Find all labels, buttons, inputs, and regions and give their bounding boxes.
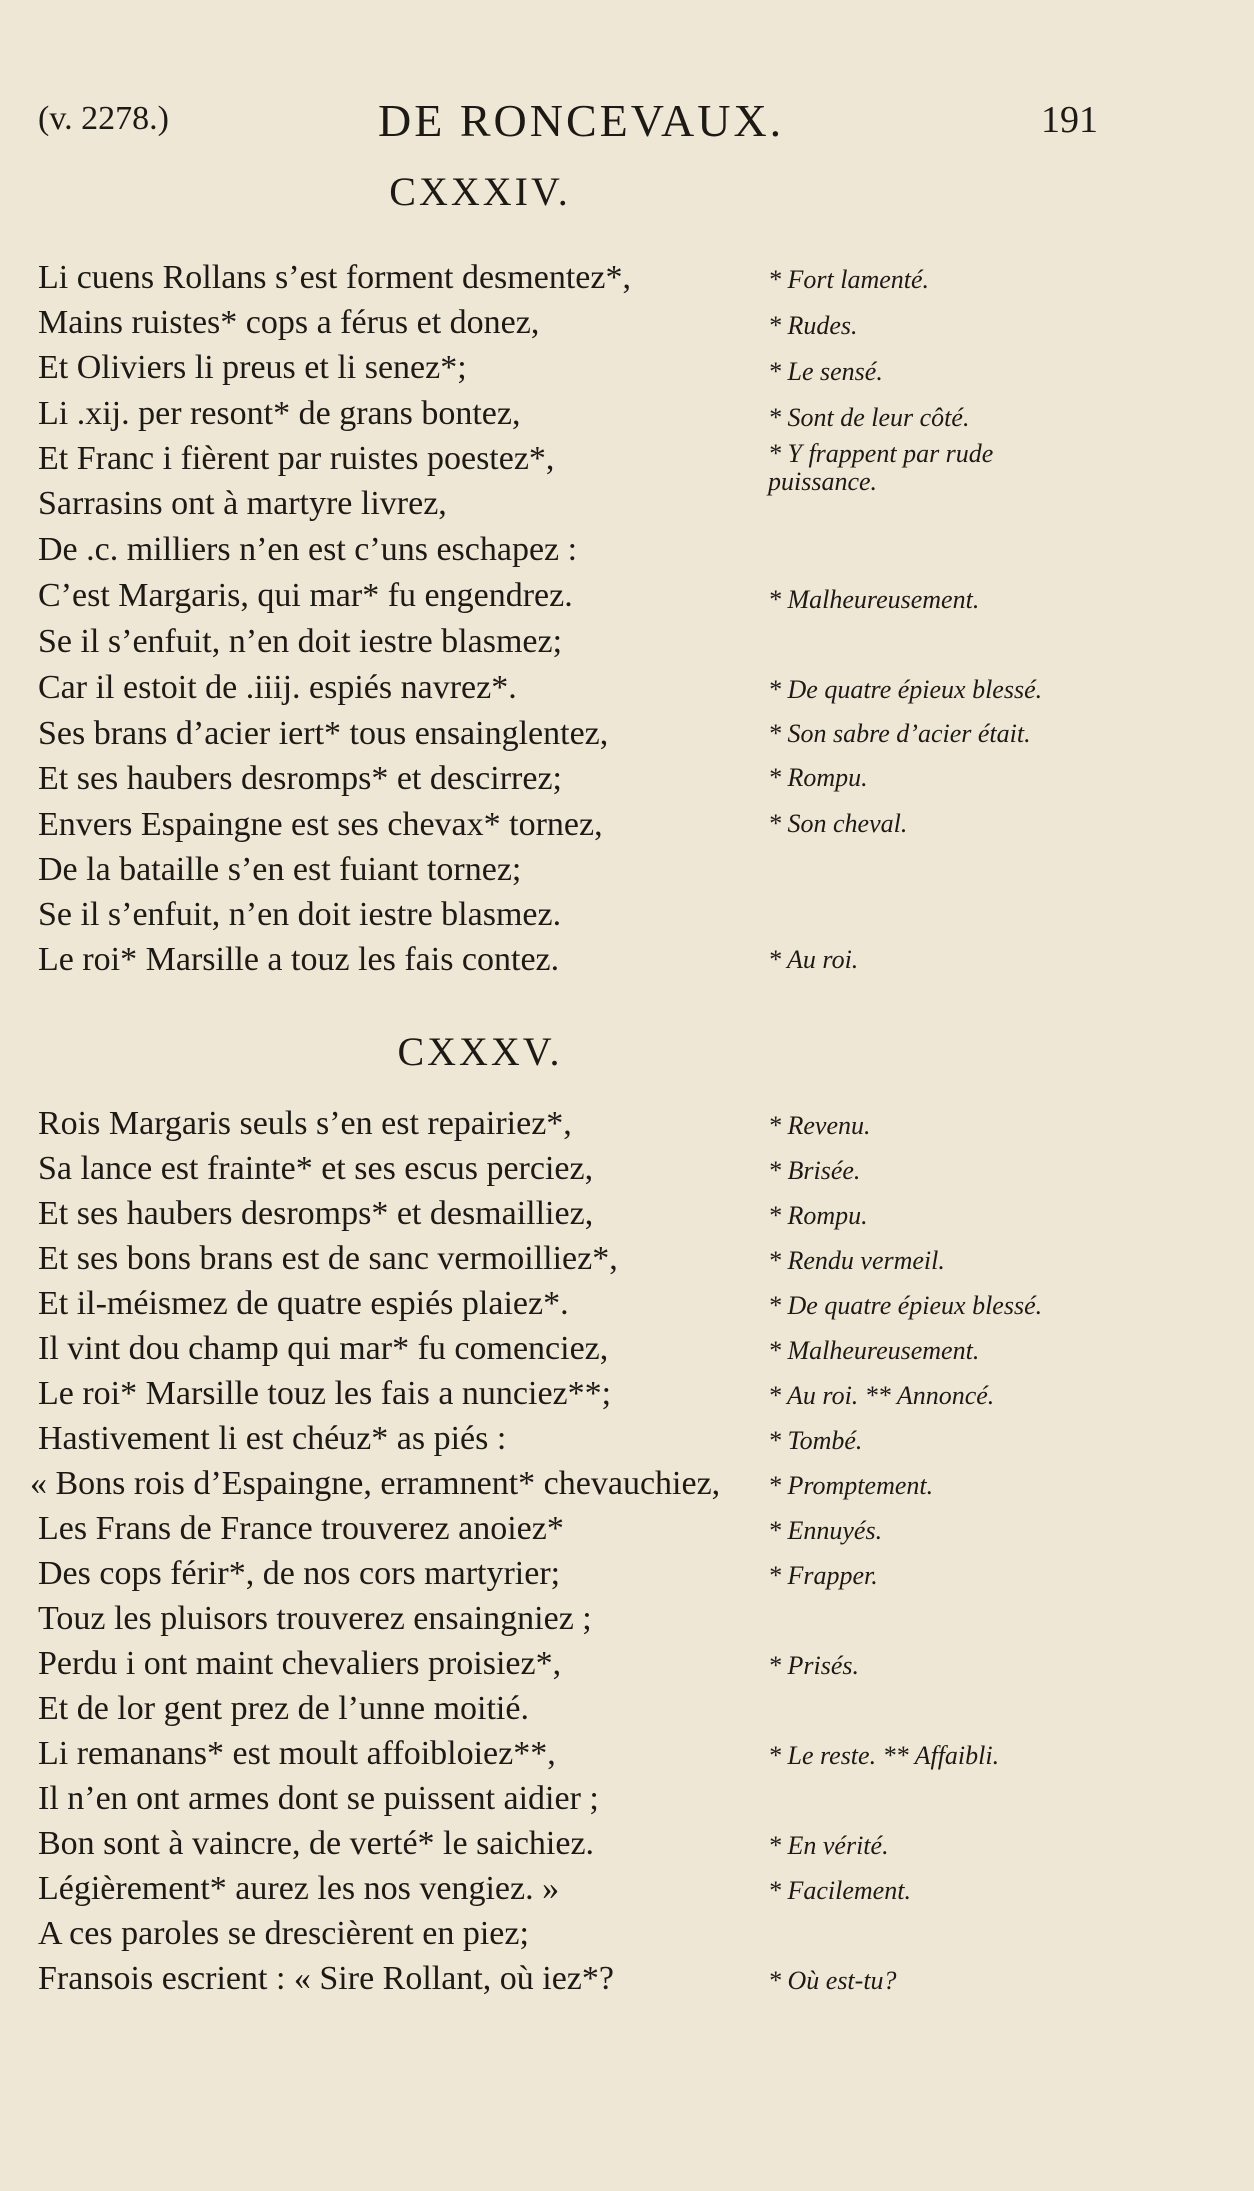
verse-line: Touz les pluisors trouverez ensaingniez ; bbox=[38, 1600, 592, 1637]
gloss-note: * Tombé. bbox=[768, 1426, 863, 1455]
verse-line: Fransois escrient : « Sire Rollant, où iez*? bbox=[38, 1960, 614, 1997]
gloss-note: * En vérité. bbox=[768, 1831, 889, 1860]
gloss-note: * Y frappent par rude puissance. bbox=[768, 439, 994, 496]
verse-line: Mains ruistes* cops a férus et donez, bbox=[38, 304, 540, 341]
verse-line: Et Oliviers li preus et li senez*; bbox=[38, 349, 467, 386]
verse-line: Le roi* Marsille a touz les fais contez. bbox=[38, 941, 560, 978]
verse-line: Envers Espaingne est ses chevax* tornez, bbox=[38, 806, 603, 843]
verse-line: C’est Margaris, qui mar* fu engendrez. bbox=[38, 577, 573, 614]
page-header bbox=[38, 95, 1098, 150]
verse-line: A ces paroles se drescièrent en piez; bbox=[38, 1915, 529, 1952]
verse-reference: (v. 2278.) bbox=[38, 100, 169, 137]
gloss-note: * Rompu. bbox=[768, 1201, 868, 1230]
verse-line: Perdu i ont maint chevaliers proisiez*, bbox=[38, 1645, 562, 1682]
verse-line: Li .xij. per resont* de grans bontez, bbox=[38, 395, 521, 432]
verse-line: Des cops férir*, de nos cors martyrier; bbox=[38, 1555, 561, 1592]
verse-line: Se il s’enfuit, n’en doit iestre blasmez. bbox=[38, 896, 562, 933]
gloss-note: * Malheureusement. bbox=[768, 1336, 980, 1365]
gloss-note: * Sont de leur côté. bbox=[768, 403, 970, 432]
verse-line: Et de lor gent prez de l’unne moitié. bbox=[38, 1690, 529, 1727]
gloss-note: * Son cheval. bbox=[768, 809, 908, 838]
gloss-note: * Frapper. bbox=[768, 1561, 878, 1590]
gloss-note: * Rudes. bbox=[768, 311, 858, 340]
page-number: 191 bbox=[1041, 99, 1098, 141]
verse-line: Il n’en ont armes dont se puissent aidier ; bbox=[38, 1780, 599, 1817]
verse-line: De la bataille s’en est fuiant tornez; bbox=[38, 851, 522, 888]
verse-line: Légièrement* aurez les nos vengiez. » bbox=[38, 1870, 560, 1907]
gloss-note: * De quatre épieux blessé. bbox=[768, 675, 1043, 704]
verse-line: « Bons rois d’Espaingne, erramnent* chevauchiez, bbox=[30, 1465, 721, 1502]
gloss-note: * Ennuyés. bbox=[768, 1516, 883, 1545]
verse-line: Rois Margaris seuls s’en est repairiez*, bbox=[38, 1105, 572, 1142]
verse-line: Et ses haubers desromps* et descirrez; bbox=[38, 760, 562, 797]
gloss-note: * Facilement. bbox=[768, 1876, 911, 1905]
gloss-note: * Rompu. bbox=[768, 763, 868, 792]
verse-line: Et ses bons brans est de sanc vermoilliez*, bbox=[38, 1240, 618, 1277]
gloss-note: * Où est-tu? bbox=[768, 1966, 897, 1995]
verse-line: Il vint dou champ qui mar* fu comenciez, bbox=[38, 1330, 609, 1367]
verse-line: Se il s’enfuit, n’en doit iestre blasmez; bbox=[38, 623, 563, 660]
verse-line: Ses brans d’acier iert* tous ensainglentez, bbox=[38, 715, 609, 752]
gloss-note: * Son sabre d’acier était. bbox=[768, 719, 1031, 748]
verse-line: Bon sont à vaincre, de verté* le saichiez. bbox=[38, 1825, 595, 1862]
verse-line: Et il-méismez de quatre espiés plaiez*. bbox=[38, 1285, 569, 1322]
gloss-note: * Au roi. ** Annoncé. bbox=[768, 1381, 995, 1410]
verse-line: Le roi* Marsille touz les fais a nunciez**; bbox=[38, 1375, 612, 1412]
gloss-note: * Fort lamenté. bbox=[768, 265, 930, 294]
gloss-note: * Le reste. ** Affaibli. bbox=[768, 1741, 1000, 1770]
gloss-note: * Promptement. bbox=[768, 1471, 934, 1500]
gloss-note: * Le sensé. bbox=[768, 357, 883, 386]
gloss-note: * Brisée. bbox=[768, 1156, 861, 1185]
gloss-note: * Revenu. bbox=[768, 1111, 871, 1140]
running-title: DE RONCEVAUX. bbox=[378, 95, 785, 146]
verse-line: Sarrasins ont à martyre livrez, bbox=[38, 485, 447, 522]
verse-line: Les Frans de France trouverez anoiez* bbox=[38, 1510, 564, 1547]
gloss-note: * De quatre épieux blessé. bbox=[768, 1291, 1043, 1320]
verse-line: Car il estoit de .iiij. espiés navrez*. bbox=[38, 669, 517, 706]
verse-line: De .c. milliers n’en est c’uns eschapez : bbox=[38, 531, 578, 568]
verse-line: Sa lance est frainte* et ses escus perciez, bbox=[38, 1150, 594, 1187]
gloss-note: * Malheureusement. bbox=[768, 585, 980, 614]
gloss-note: * Au roi. bbox=[768, 945, 859, 974]
verse-line: Et Franc i fièrent par ruistes poestez*, bbox=[38, 440, 555, 477]
verse-line: Li cuens Rollans s’est forment desmentez*, bbox=[38, 259, 631, 296]
verse-line: Li remanans* est moult affoibloiez**, bbox=[38, 1735, 556, 1772]
stanza-title-cxxxiv: CXXXIV. bbox=[389, 169, 571, 214]
verse-line: Et ses haubers desromps* et desmailliez, bbox=[38, 1195, 594, 1232]
gloss-note: * Prisés. bbox=[768, 1651, 859, 1680]
gloss-note: * Rendu vermeil. bbox=[768, 1246, 945, 1275]
stanza-title-cxxxv: CXXXV. bbox=[397, 1029, 563, 1074]
verse-line: Hastivement li est chéuz* as piés : bbox=[38, 1420, 507, 1457]
